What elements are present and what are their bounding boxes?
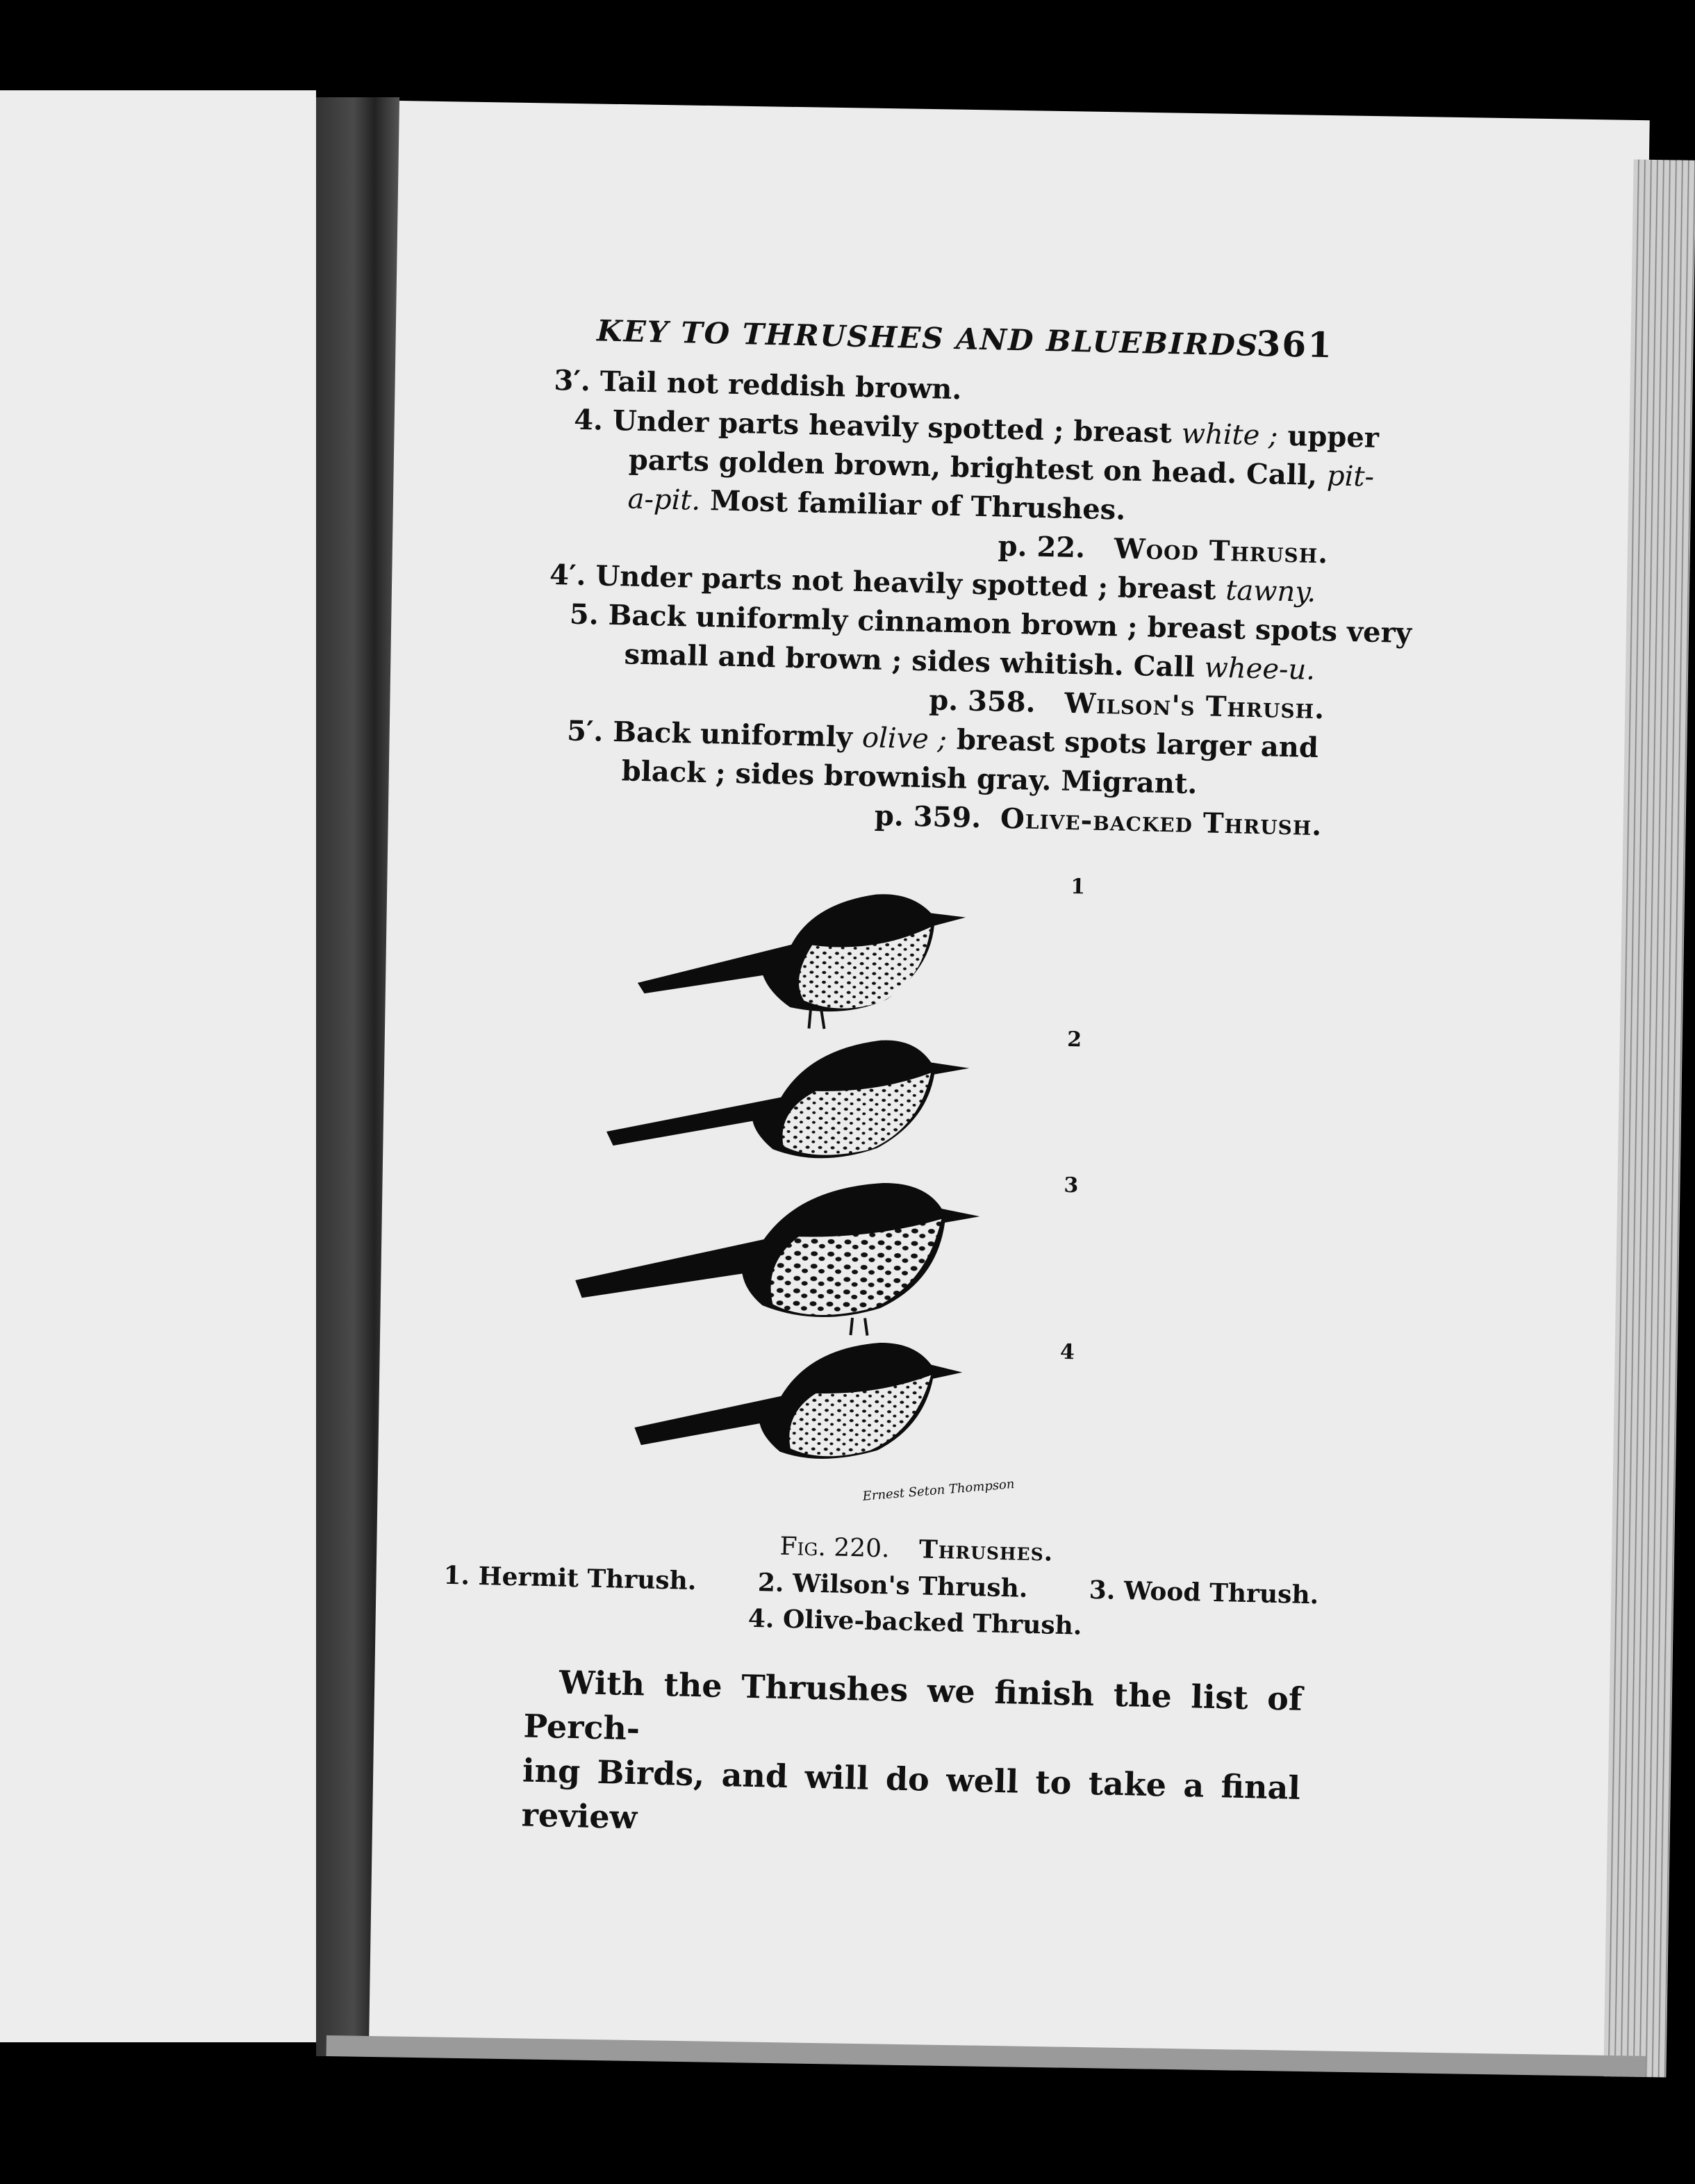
body-paragraph <box>521 1659 1303 1854</box>
bird-1-hermit-thrush <box>637 888 966 1032</box>
bird-3-wood-thrush <box>574 1176 981 1338</box>
key-num: 5′. <box>566 714 604 748</box>
key-num: 5. <box>569 597 600 631</box>
key-emphasis: whee-u. <box>1204 652 1316 686</box>
legend-item: 1. Hermit Thrush. <box>443 1560 697 1596</box>
body-line: ing Birds, and will do well to take a final review <box>521 1751 1301 1837</box>
key-text: parts golden brown, brightest on head. Call, <box>628 443 1328 493</box>
key-emphasis: a-pit. <box>627 483 701 517</box>
legend-item: 3. Wood Thrush. <box>1089 1575 1319 1610</box>
key-text: breast spots larger and <box>946 722 1319 765</box>
key-num: 3′. <box>554 363 591 398</box>
page-content <box>443 306 1412 1855</box>
ref-page: p. 22. <box>998 529 1086 565</box>
ref-name: Olive-backed Thrush. <box>1000 802 1323 843</box>
running-head-title: KEY TO THRUSHES AND BLUEBIRDS <box>596 313 1259 363</box>
left-page <box>0 90 316 2042</box>
ref-name: Wilson's Thrush. <box>1064 686 1325 726</box>
figure-label-4: 4 <box>1059 1339 1075 1365</box>
figure-label-2: 2 <box>1066 1027 1082 1052</box>
thrush-drawing <box>570 857 1141 1536</box>
key-emphasis: white ; <box>1181 417 1278 452</box>
key-text: Tail not reddish brown. <box>600 365 962 406</box>
key-text: upper <box>1277 419 1380 454</box>
body-line: With the Thrushes we finish the list of Perch- <box>522 1663 1303 1748</box>
ref-page: p. 358. <box>928 684 1036 719</box>
bird-4-olive-backed-thrush <box>634 1337 964 1462</box>
key-text: Under parts not heavily spotted ; breast <box>595 559 1226 606</box>
figure-label-1: 1 <box>1070 875 1086 900</box>
key-num: 4. <box>573 403 604 437</box>
bird-2-wilsons-thrush <box>606 1034 970 1161</box>
legend-item: 4. Olive-backed Thrush. <box>747 1603 1082 1641</box>
page-number: 361 <box>1255 322 1334 366</box>
thrush-illustration <box>570 857 1141 1536</box>
legend-item: 2. Wilson's Thrush. <box>757 1568 1028 1603</box>
key-text: Under parts heavily spotted ; breast <box>612 404 1182 450</box>
key-emphasis: olive ; <box>861 722 948 756</box>
caption-fig-number: Fig. 220. <box>779 1532 890 1564</box>
key-text: Back uniformly <box>612 715 863 754</box>
key-text: Back uniformly cinnamon brown ; breast spots very <box>608 598 1412 650</box>
identification-key <box>544 361 1412 845</box>
key-text: small and brown ; sides whitish. Call <box>624 638 1205 684</box>
key-text: Most familiar of Thrushes. <box>700 483 1126 527</box>
ref-name: Wood Thrush. <box>1114 532 1329 570</box>
key-num: 4′. <box>549 558 587 593</box>
ref-page: p. 359. <box>874 799 982 835</box>
caption-title: Thrushes. <box>918 1534 1054 1567</box>
figure-label-3: 3 <box>1064 1173 1079 1198</box>
artist-signature: Ernest Seton Thompson <box>861 1476 1016 1504</box>
key-emphasis: pit- <box>1326 460 1375 493</box>
key-text: black ; sides brownish gray. Migrant. <box>621 754 1198 801</box>
key-emphasis: tawny. <box>1225 574 1316 609</box>
